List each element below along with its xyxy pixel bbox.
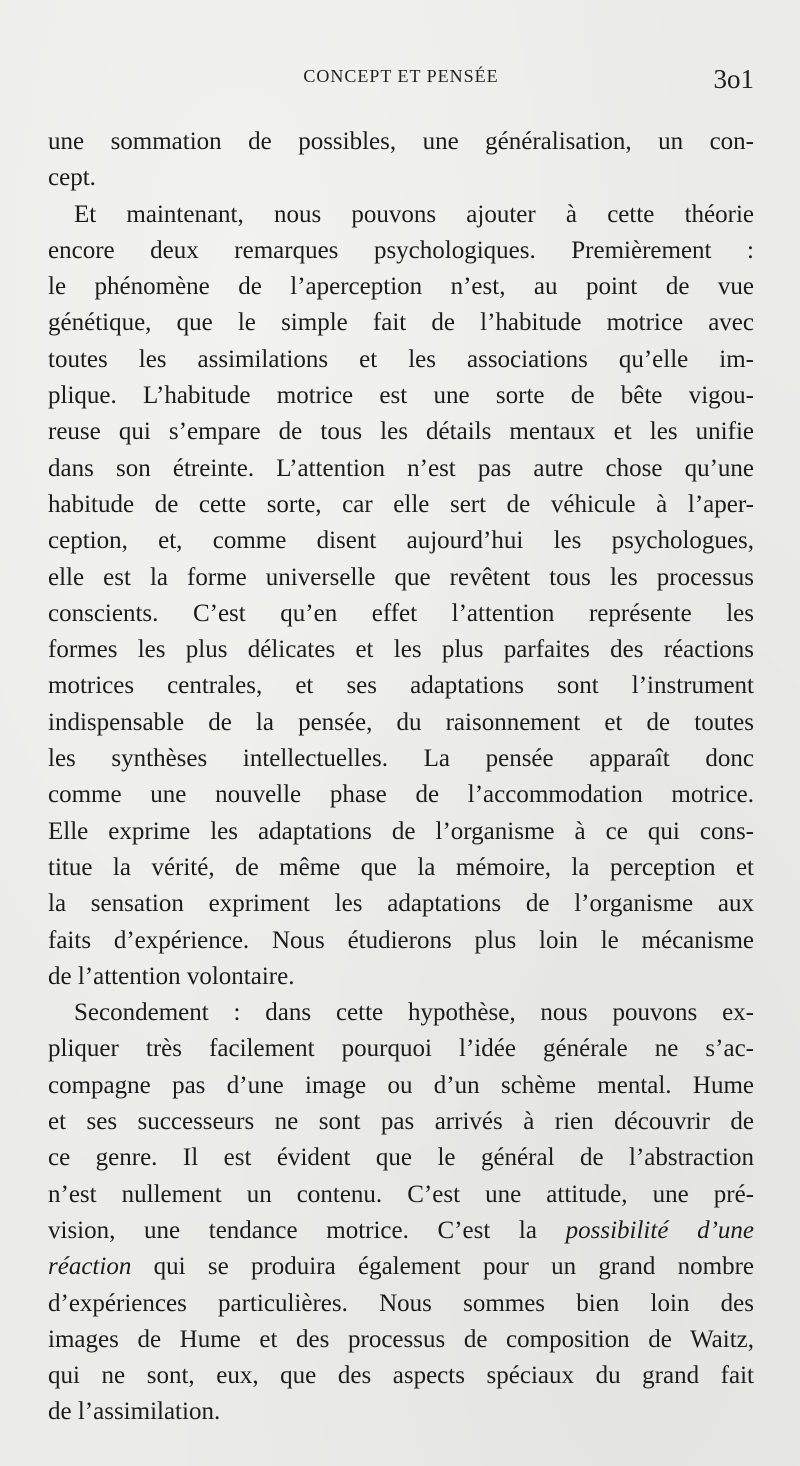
paragraph-2	[48, 197, 754, 996]
text-line: reuse qui s’empare de tous les détails mentaux et les unifie	[48, 418, 754, 446]
text-line: encore deux remarques psychologiques. Premièrement :	[48, 236, 754, 264]
text-line: habitude de cette sorte, car elle sert de véhicule à l’aper-	[48, 490, 754, 518]
paragraph-1	[48, 124, 754, 197]
text-line: la sensation expriment les adaptations de l’organisme aux	[48, 890, 754, 918]
text-line: toutes les assimilations et les associations qu’elle im-	[48, 345, 754, 373]
text-line: Elle exprime les adaptations de l’organisme à ce qui cons-	[48, 817, 754, 845]
text-line: motrices centrales, et ses adaptations sont l’instrument	[48, 672, 754, 700]
text-line: le phénomène de l’aperception n’est, au point de vue	[48, 273, 754, 301]
text-line: conscients. C’est qu’en effet l’attention représente les	[48, 599, 754, 627]
text-line: faits d’expérience. Nous étudierons plus loin le mécanisme	[48, 926, 754, 954]
text-run: vision, une tendance motrice. C’est la	[48, 1216, 566, 1244]
running-head	[48, 64, 754, 94]
text-line: Secondement : dans cette hypothèse, nous pouvons ex-	[74, 999, 754, 1027]
text-line: Et maintenant, nous pouvons ajouter à cette théorie	[74, 200, 754, 228]
running-title: CONCEPT ET PENSÉE	[303, 66, 499, 86]
text-line: de l’assimilation.	[48, 1398, 221, 1426]
text-line: dans son étreinte. L’attention n’est pas autre chose qu’une	[48, 454, 754, 482]
text-line: ce genre. Il est évident que le général de l’abstraction	[48, 1144, 754, 1172]
text-line: compagne pas d’une image ou d’un schème mental. Hume	[48, 1071, 754, 1099]
text-line: images de Hume et des processus de composition de Waitz,	[48, 1325, 754, 1353]
text-line: de l’attention volontaire.	[48, 962, 295, 990]
text-line: ception, et, comme disent aujourd’hui les psychologues,	[48, 527, 754, 555]
text-line: comme une nouvelle phase de l’accommodation motrice.	[48, 781, 754, 809]
text-line-with-italic	[48, 1213, 754, 1249]
text-line-with-italic	[48, 1249, 754, 1285]
text-line: plique. L’habitude motrice est une sorte de bête vigou-	[48, 382, 754, 410]
text-line: n’est nullement un contenu. C’est une attitude, une pré-	[48, 1180, 754, 1208]
text-line: une sommation de possibles, une généralisation, un con-	[48, 128, 754, 155]
paragraph-3	[48, 995, 754, 1431]
text-run: qui se produira également pour un grand nombre	[131, 1253, 754, 1281]
text-line: formes les plus délicates et les plus parfaites des réactions	[48, 636, 754, 664]
text-line: elle est la forme universelle que revêtent tous les processus	[48, 563, 754, 591]
body-text	[48, 124, 754, 1431]
text-line: d’expériences particulières. Nous sommes bien loin des	[48, 1289, 754, 1317]
text-line: génétique, que le simple fait de l’habitude motrice avec	[48, 309, 754, 337]
italic-text: possibilité d’une	[565, 1216, 754, 1244]
text-line: indispensable de la pensée, du raisonnement et de toutes	[48, 708, 754, 736]
text-line: cept.	[48, 164, 96, 192]
text-line: pliquer très facilement pourquoi l’idée générale ne s’ac-	[48, 1035, 754, 1063]
text-line: qui ne sont, eux, que des aspects spéciaux du grand fait	[48, 1362, 754, 1390]
italic-text: réaction	[48, 1253, 132, 1281]
page-number: 3o1	[713, 64, 754, 94]
text-line: titue la vérité, de même que la mémoire, la perception et	[48, 853, 754, 881]
text-line: les synthèses intellectuelles. La pensée apparaît donc	[48, 745, 754, 773]
text-line: et ses successeurs ne sont pas arrivés à rien découvrir de	[48, 1108, 754, 1136]
